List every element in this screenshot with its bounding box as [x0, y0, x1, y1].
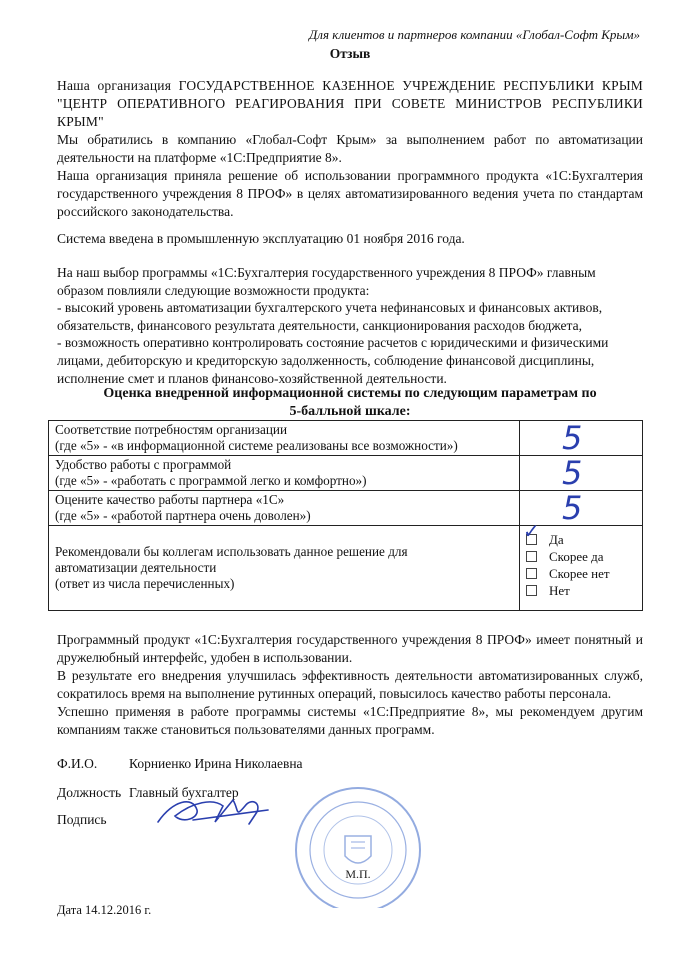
handwritten-score: 5 [562, 419, 583, 457]
rating-question [49, 491, 520, 526]
rating-question-title: Удобство работы с программой [55, 457, 232, 472]
intro-organization: Наша организация ГОСУДАРСТВЕННОЕ КАЗЕННОЕ УЧРЕЖДЕНИЕ РЕСПУБЛИКИ КРЫМ "ЦЕНТР ОПЕРАТИВНОГО РЕАГИРОВАНИЯ ПРИ СОВЕТЕ МИНИСТРОВ РЕСПУБЛИКИ КРЫМ" [57, 78, 643, 129]
final-paragraph-3: Успешно применяя в работе программы системы «1С:Предприятие 8», мы рекомендуем другим компаниям также становиться пользователями данных программ. [57, 704, 643, 737]
signature-label: Подпись [57, 812, 107, 827]
recommend-question-line-1: Рекомендовали бы коллегам использовать данное решение для [55, 544, 408, 559]
option-label: Скорее нет [549, 565, 610, 581]
position-label: Должность [57, 785, 122, 800]
rating-question-hint: (где «5» - «работать с программой легко и комфортно») [55, 473, 367, 488]
fio-value: Корниенко Ирина Николаевна [129, 756, 303, 771]
table-row [49, 421, 643, 456]
fio-label: Ф.И.О. [57, 756, 98, 771]
intro-section [57, 77, 643, 221]
table-row [49, 491, 643, 526]
recommend-question [49, 526, 520, 611]
rating-question-title: Соответствие потребностям организации [55, 422, 288, 437]
choice-section [57, 264, 643, 387]
fio-row [57, 756, 303, 772]
rating-question-title: Оцените качество работы партнера «1С» [55, 492, 285, 507]
choice-item-2: - возможность оперативно контролировать состояние расчетов с юридическими и физическими лицами, дебиторскую и кредиторскую задолженность, соблюдение финансовой дисциплины, исполнение смет и планов финансово-хозяйственной деятельности. [57, 335, 609, 386]
intro-decision: Наша организация приняла решение об использовании программного продукта «1С:Бухгалтерия государственного учреждения 8 ПРОФ» в целях автоматизированного ведения учета по стандартам российского законодательства. [57, 168, 643, 219]
option-rather-yes[interactable] [526, 548, 636, 565]
table-title-line-2: 5-балльной шкале: [289, 404, 411, 419]
table-title [57, 385, 643, 421]
option-label: Да [549, 531, 564, 547]
document-title: Отзыв [329, 46, 371, 61]
header-note: Для клиентов и партнеров компании «Глобал-Софт Крым» [309, 27, 640, 42]
checkbox-yes[interactable] [523, 519, 540, 545]
position-value: Главный бухгалтер [129, 785, 239, 800]
handwritten-score: 5 [562, 454, 583, 492]
stamp-label: М.П. [345, 867, 371, 881]
final-paragraph-2: В результате его внедрения улучшилась эффективность деятельности автоматизированных служб, сократилось время на выполнение рутинных операций, повысилось качество работы персонала. [57, 668, 643, 701]
check-mark-icon: ✓ [523, 519, 540, 543]
rating-table [48, 420, 643, 611]
checkbox-rather-yes[interactable] [526, 551, 537, 562]
table-title-line-1: Оценка внедренной информационной системы по следующим параметрам по [103, 386, 597, 401]
table-row [49, 456, 643, 491]
option-rather-no[interactable] [526, 565, 636, 582]
system-intro: Система введена в промышленную эксплуатацию 01 ноября 2016 года. [57, 231, 465, 246]
recommend-question-line-2: автоматизации деятельности [55, 560, 217, 575]
option-label: Нет [549, 582, 570, 598]
option-no[interactable] [526, 582, 636, 599]
rating-question-hint: (где «5» - «работой партнера очень доволен») [55, 508, 311, 523]
document-date: Дата 14.12.2016 г. [57, 903, 152, 917]
rating-question [49, 456, 520, 491]
handwritten-score: 5 [562, 489, 583, 527]
rating-score-cell [520, 421, 643, 456]
rating-question-hint: (где «5» - «в информационной системе реализованы все возможности») [55, 438, 458, 453]
recommend-options [520, 519, 643, 611]
choice-item-1: - высокий уровень автоматизации бухгалтерского учета нефинансовых и финансовых активов, обязательств, финансового результата деятельности, санкционирования расходов бюджета, [57, 300, 603, 333]
final-paragraph-1: Программный продукт «1С:Бухгалтерия государственного учреждения 8 ПРОФ» имеет понятный и дружелюбный интерфейс, удобен в использовании. [57, 632, 643, 665]
rating-question [49, 421, 520, 456]
official-stamp [283, 778, 433, 908]
checkbox-rather-no[interactable] [526, 568, 537, 579]
option-yes[interactable] [523, 519, 636, 548]
option-label: Скорее да [549, 548, 604, 564]
final-section [57, 631, 643, 739]
handwritten-signature [153, 792, 273, 832]
recommend-question-line-3: (ответ из числа перечисленных) [55, 576, 235, 591]
intro-request: Мы обратились в компанию «Глобал-Софт Крым» за выполнением работ по автоматизации деятельности на платформе «1С:Предприятие 8». [57, 132, 643, 165]
signature-row [57, 812, 129, 828]
checkbox-no[interactable] [526, 585, 537, 596]
table-row [49, 526, 643, 611]
choice-lead: На наш выбор программы «1С:Бухгалтерия государственного учреждения 8 ПРОФ» главным образом повлияли следующие возможности продукта: [57, 265, 596, 298]
rating-score-cell [520, 456, 643, 491]
